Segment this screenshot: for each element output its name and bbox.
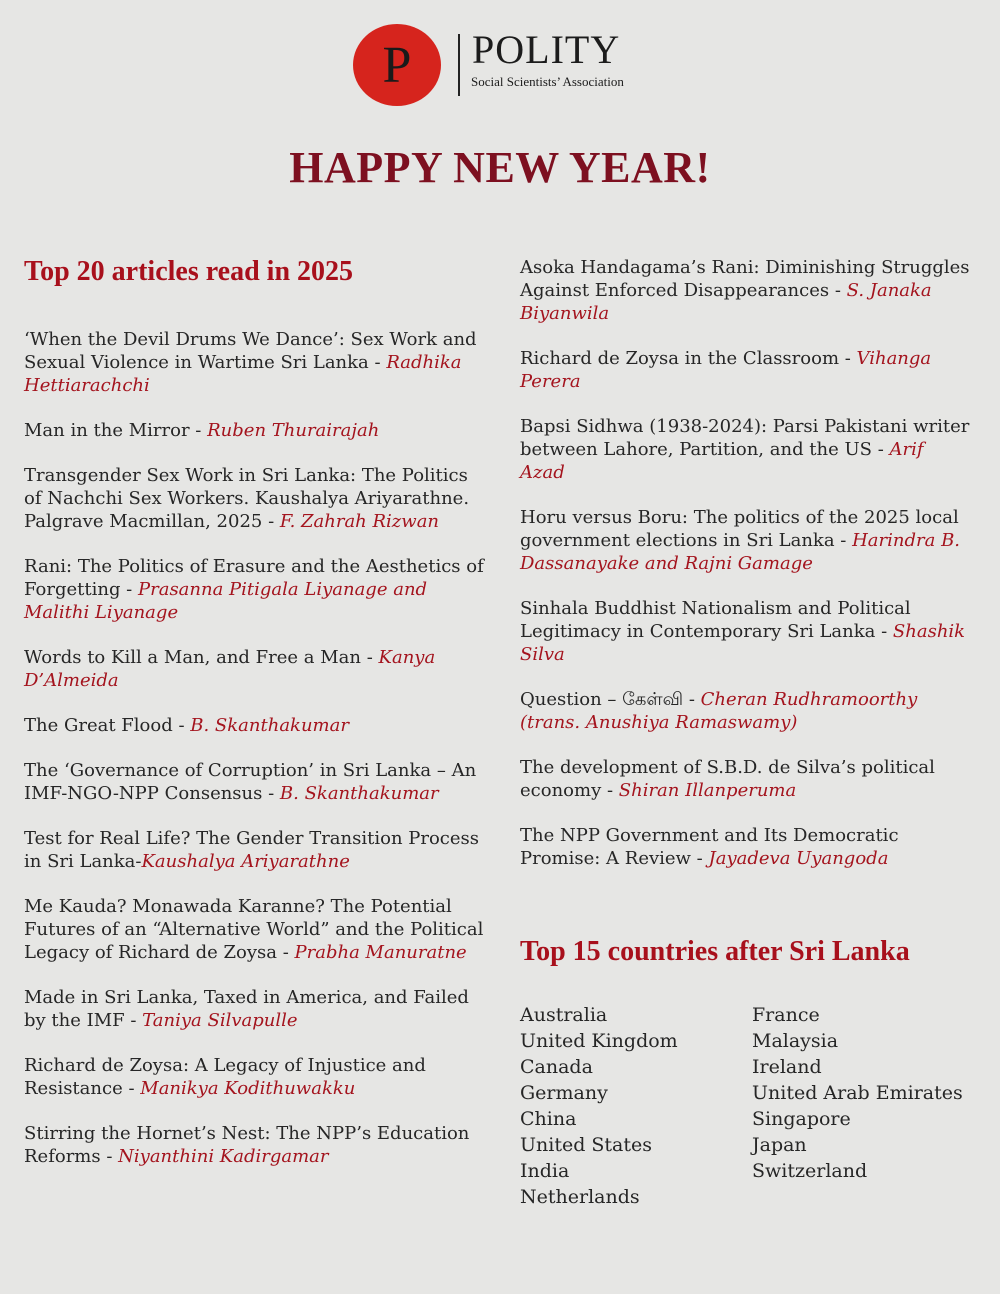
article-title: Made in Sri Lanka, Taxed in America, and Failed by the IMF -	[24, 987, 469, 1031]
article-title: Me Kauda? Monawada Karanne? The Potential Futures of an “Alternative World” and the Political Legacy of Richard de Zoysa -	[24, 896, 484, 963]
articles-list-right	[520, 256, 970, 892]
articles-heading: Top 20 articles read in 2025	[24, 256, 354, 287]
article-author: Vihanga Perera	[520, 348, 932, 392]
article-item[interactable]	[520, 688, 970, 734]
logo-subtitle: Social Scientists’ Association	[471, 74, 624, 89]
article-author: F. Zahrah Rizwan	[279, 511, 440, 532]
article-author: B. Skanthakumar	[279, 783, 439, 804]
article-author: Niyanthini Kadirgamar	[118, 1146, 329, 1167]
article-item[interactable]	[520, 597, 970, 666]
article-item[interactable]	[24, 759, 486, 805]
country-item: Canada	[520, 1056, 593, 1078]
article-item[interactable]	[24, 895, 486, 964]
article-author: Radhika Hettiarachchi	[24, 352, 462, 396]
article-item[interactable]	[24, 714, 486, 737]
articles-list-left	[24, 328, 486, 1190]
article-author: Manikya Kodithuwakku	[140, 1078, 356, 1099]
article-title: Man in the Mirror -	[24, 420, 208, 441]
article-author: Jayadeva Uyangoda	[708, 848, 889, 869]
article-title: The Great Flood -	[24, 715, 191, 736]
country-item: Japan	[752, 1134, 807, 1156]
article-item[interactable]	[520, 347, 970, 393]
article-title: Transgender Sex Work in Sri Lanka: The Politics of Nachchi Sex Workers. Kaushalya Ariyarathne. Palgrave Macmillan, 2025 -	[24, 465, 470, 532]
country-item: United States	[520, 1134, 653, 1156]
article-item[interactable]	[520, 256, 970, 325]
country-item: Ireland	[752, 1056, 822, 1078]
article-author: Kanya D’Almeida	[24, 647, 436, 691]
article-item[interactable]	[24, 986, 486, 1032]
country-item: Netherlands	[520, 1186, 640, 1208]
article-title: Richard de Zoysa in the Classroom -	[520, 348, 857, 369]
article-item[interactable]	[24, 1054, 486, 1100]
article-author: Taniya Silvapulle	[142, 1010, 298, 1031]
country-item: India	[520, 1160, 570, 1182]
article-item[interactable]	[24, 827, 486, 873]
country-item: Malaysia	[752, 1030, 839, 1052]
article-author: Shiran Illanperuma	[618, 780, 797, 801]
article-author: Arif Azad	[520, 439, 924, 483]
article-author: Cheran Rudhramoorthy (trans. Anushiya Ramaswamy)	[520, 689, 918, 733]
article-title: Stirring the Hornet’s Nest: The NPP’s Education Reforms -	[24, 1123, 470, 1167]
article-title: The development of S.B.D. de Silva’s political economy -	[520, 757, 935, 801]
article-title: The NPP Government and Its Democratic Promise: A Review -	[520, 825, 899, 869]
article-title: Rani: The Politics of Erasure and the Aesthetics of Forgetting -	[24, 556, 484, 600]
logo-divider	[458, 34, 460, 96]
country-item: Germany	[520, 1082, 608, 1104]
article-title: Horu versus Boru: The politics of the 2025 local government elections in Sri Lanka -	[520, 507, 959, 551]
article-item[interactable]	[520, 506, 970, 575]
country-item: China	[520, 1108, 577, 1130]
article-item[interactable]	[520, 415, 970, 484]
article-title: Bapsi Sidhwa (1938-2024): Parsi Pakistani writer between Lahore, Partition, and the US -	[520, 416, 970, 460]
article-title: Richard de Zoysa: A Legacy of Injustice and Resistance -	[24, 1055, 426, 1099]
article-author: Shashik Silva	[520, 621, 966, 665]
article-author: Prabha Manuratne	[294, 942, 467, 963]
article-author: Kaushalya Ariyarathne	[141, 851, 350, 872]
article-item[interactable]	[520, 756, 970, 802]
country-item: United Arab Emirates	[752, 1082, 963, 1104]
article-item[interactable]	[24, 464, 486, 533]
article-item[interactable]	[24, 646, 486, 692]
article-title: Test for Real Life? The Gender Transition Process in Sri Lanka-	[24, 828, 480, 872]
article-item[interactable]	[520, 824, 970, 870]
article-item[interactable]	[24, 555, 486, 624]
article-author: B. Skanthakumar	[190, 715, 349, 736]
logo-letter: P	[382, 37, 412, 94]
article-title: The ‘Governance of Corruption’ in Sri Lanka – An IMF-NGO-NPP Consensus -	[24, 760, 477, 804]
countries-list-right	[752, 1002, 963, 1184]
logo-mark	[353, 24, 441, 106]
country-item: France	[752, 1004, 820, 1026]
countries-list-left	[520, 1002, 678, 1210]
article-author: Ruben Thurairajah	[207, 420, 380, 441]
article-author: Prasanna Pitigala Liyanage and Malithi Liyanage	[24, 579, 428, 623]
country-item: Switzerland	[752, 1160, 868, 1182]
countries-heading: Top 15 countries after Sri Lanka	[520, 936, 910, 967]
article-item[interactable]	[24, 1122, 486, 1168]
country-item: Singapore	[752, 1108, 851, 1130]
article-title: Words to Kill a Man, and Free a Man -	[24, 647, 379, 668]
logo-name: POLITY	[472, 27, 621, 72]
country-item: Australia	[520, 1004, 608, 1026]
article-item[interactable]	[24, 328, 486, 397]
headline: HAPPY NEW YEAR!	[289, 143, 711, 192]
article-title: Sinhala Buddhist Nationalism and Political Legitimacy in Contemporary Sri Lanka -	[520, 598, 911, 642]
article-author: S. Janaka Biyanwila	[520, 280, 932, 324]
country-item: United Kingdom	[520, 1030, 678, 1052]
article-title: Asoka Handagama’s Rani: Diminishing Struggles Against Enforced Disappearances -	[520, 257, 970, 301]
article-title: ‘When the Devil Drums We Dance’: Sex Work and Sexual Violence in Wartime Sri Lanka -	[24, 329, 477, 373]
article-title: Question – கேள்வி -	[520, 689, 701, 710]
article-author: Harindra B. Dassanayake and Rajni Gamage	[520, 530, 961, 574]
article-item[interactable]	[24, 419, 486, 442]
